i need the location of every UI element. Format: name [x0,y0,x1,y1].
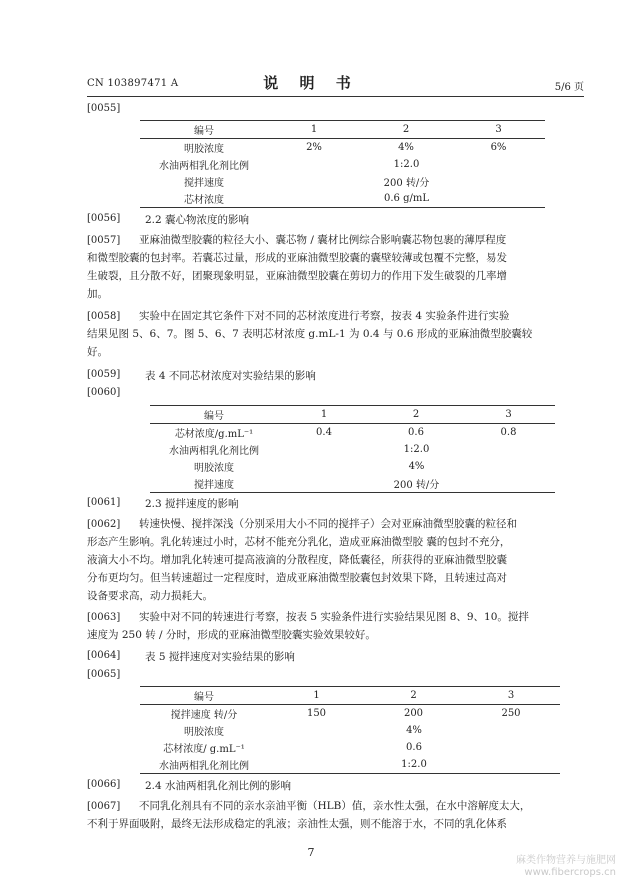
table-cell: 水油两相乳化剂比例 [140,756,268,774]
page-number: 7 [307,846,315,859]
paragraph-0062 [87,515,587,605]
paragraph-tag-0061: [0061] [87,497,121,508]
patent-number: CN 103897471 A [87,78,179,89]
paragraph-tag-0056: [0056] [87,213,121,224]
table-cell: 0.6 [406,742,422,753]
section-heading-2-3: 2.3 搅拌速度的影响 [145,498,239,510]
watermark-line: 麻类作物营养与施肥网 [516,855,616,866]
section-heading-2-4: 2.4 水油两相乳化剂比例的影响 [145,780,292,792]
table-gelatin-concentration [140,120,545,208]
table-header-cell: 编号 [140,687,268,705]
table-cell: 水油两相乳化剂比例 [169,446,259,457]
paragraph-tag-0064: [0064] [87,650,121,661]
watermark [516,855,616,879]
text-line: 形态产生影响。乳化转速过小时，芯材不能充分乳化，造成亚麻油微型胶 囊的包封不充分， [87,536,511,548]
table-cell: 200 转/分 [278,475,555,493]
paragraph-tag-0060: [0060] [87,387,121,398]
table-cell: 芯材浓度/g.mL⁻¹ [174,429,254,440]
table-header-cell: 2 [370,406,462,424]
text-line: 结果见图 5、6、7。图 5、6、7 表明芯材浓度 g.mL-1 为 0.4 与 0.6 形成的亚麻油微型胶囊较 [87,328,533,340]
table-row [140,722,560,739]
text-line: 生破裂，且分散不好，团聚现象明显，亚麻油微型胶囊在剪切力的作用下发生破裂的几率增 [87,270,507,282]
table-cell: 芯材浓度/ g.mL⁻¹ [163,744,245,755]
table-header-cell: 3 [462,406,555,424]
paragraph-tag-0065: [0065] [87,669,121,680]
table-cell: 200 转/分 [383,178,430,189]
table-cell: 搅拌速度 转/分 [170,710,238,721]
table-core-concentration [150,405,555,493]
paragraph-tag-0055: [0055] [87,103,121,114]
table-header-cell: 1 [268,121,360,139]
paragraph-tag-0058: [0058] [87,311,121,322]
text-line: 实验中对不同的转速进行考察，按表 5 实验条件进行实验结果见图 8、9、10。搅拌 [139,611,529,623]
text-line: 实验中在固定其它条件下对不同的芯材浓度进行考察，按表 4 实验条件进行实验 [139,310,510,322]
table-row [150,424,555,442]
text-line: 不利于界面吸附，最终无法形成稳定的乳液；亲油性太强，则不能溶于水，不同的乳化体系 [87,818,507,830]
table-header-row [140,687,560,705]
table-row [140,139,545,157]
table-header-cell: 1 [268,687,365,705]
table-cell: 0.6 [408,427,424,438]
table-cell: 芯材浓度 [140,190,268,208]
table-header-row [150,406,555,424]
text-line: 加。 [87,288,108,300]
table-row [140,156,545,173]
paragraph-tag-0067: [0067] [87,801,121,812]
table-cell: 1:2.0 [393,159,420,170]
watermark-url: www.fibercrops.cn [524,867,616,878]
table4-caption: 表 4 不同芯材浓度对实验结果的影响 [145,370,316,382]
table-header-cell: 编号 [140,121,268,139]
table-cell: 4% [406,725,422,736]
table-header-cell: 2 [360,121,452,139]
table-cell: 200 [403,708,424,719]
table-header-cell: 编号 [150,406,278,424]
table-row [140,173,545,190]
section-heading-2-2: 2.2 囊心物浓度的影响 [145,214,250,226]
table-cell: 0.4 [316,427,332,438]
table-cell: 明胶浓度 [194,463,234,474]
table-cell: 6% [490,142,507,153]
table-row [140,190,545,208]
table-header-cell: 3 [452,121,545,139]
table-header-cell: 3 [462,687,560,705]
text-line: 和微型胶囊的包封率。若囊芯过量，形成的亚麻油微型胶囊的囊壁较薄或包覆不完整，易发 [87,252,507,264]
table-cell: 4% [408,461,425,472]
table-cell: 250 [501,708,521,719]
text-line: 转速快慢、搅拌深浅（分别采用大小不同的搅拌子）会对亚麻油微型胶囊的粒径和 [139,518,517,530]
document-title: 说 明 书 [263,74,359,92]
paragraph-tag-0066: [0066] [87,779,121,790]
paragraph-tag-0057: [0057] [87,235,121,246]
table-cell: 1:2.0 [403,444,430,455]
table-cell: 0.6 g/mL [268,190,545,208]
table-cell: 水油两相乳化剂比例 [159,161,249,172]
table-header-cell: 2 [365,687,462,705]
table-header-cell: 1 [278,406,370,424]
paragraph-tag-0062: [0062] [87,519,121,530]
paragraph-0063 [87,608,587,644]
table-cell: 搅拌速度 [150,475,278,493]
table-row [140,756,560,774]
text-line: 液滴大小不均。增加乳化转速可提高液滴的分散程度，降低囊径，所获得的亚麻油微型胶囊 [87,554,507,566]
table-row [140,705,560,723]
paragraph-0057 [87,231,587,303]
paragraph-0058 [87,307,587,361]
text-line: 不同乳化剂具有不同的亲水亲油平衡（HLB）值，亲水性太强，在水中溶解度太大， [139,800,531,812]
paragraph-tag-0059: [0059] [87,369,121,380]
paragraph-0067 [87,797,587,833]
text-line: 设备要求高，动力损耗大。 [87,590,213,602]
table-cell: 0.8 [500,427,517,438]
text-line: 好。 [87,346,108,358]
text-line: 分布更均匀。但当转速超过一定程度时，造成亚麻油微型胶囊包封效果下降，且转速过高对 [87,572,507,584]
table-cell: 4% [398,142,414,153]
header-rule [87,96,584,97]
text-line: 速度为 250 转 / 分时，形成的亚麻油微型胶囊实验效果较好。 [87,629,376,641]
table-row [150,441,555,458]
table-row [140,739,560,756]
table-row [150,458,555,475]
page-indicator: 5/6 页 [554,82,584,93]
table-cell: 2% [306,142,322,153]
table5-caption: 表 5 搅拌速度对实验结果的影响 [145,651,295,663]
table-cell: 搅拌速度 [184,178,224,189]
table-cell: 明胶浓度 [184,727,224,738]
table-header-row [140,121,545,139]
table-cell: 150 [306,708,327,719]
paragraph-tag-0063: [0063] [87,612,121,623]
table-stirring-speed [140,686,560,774]
text-line: 亚麻油微型胶囊的粒径大小、囊芯物 / 囊材比例综合影响囊芯物包裹的薄厚程度 [139,234,507,246]
table-row [150,475,555,493]
table-cell: 1:2.0 [268,756,560,774]
table-cell: 明胶浓度 [184,144,224,155]
